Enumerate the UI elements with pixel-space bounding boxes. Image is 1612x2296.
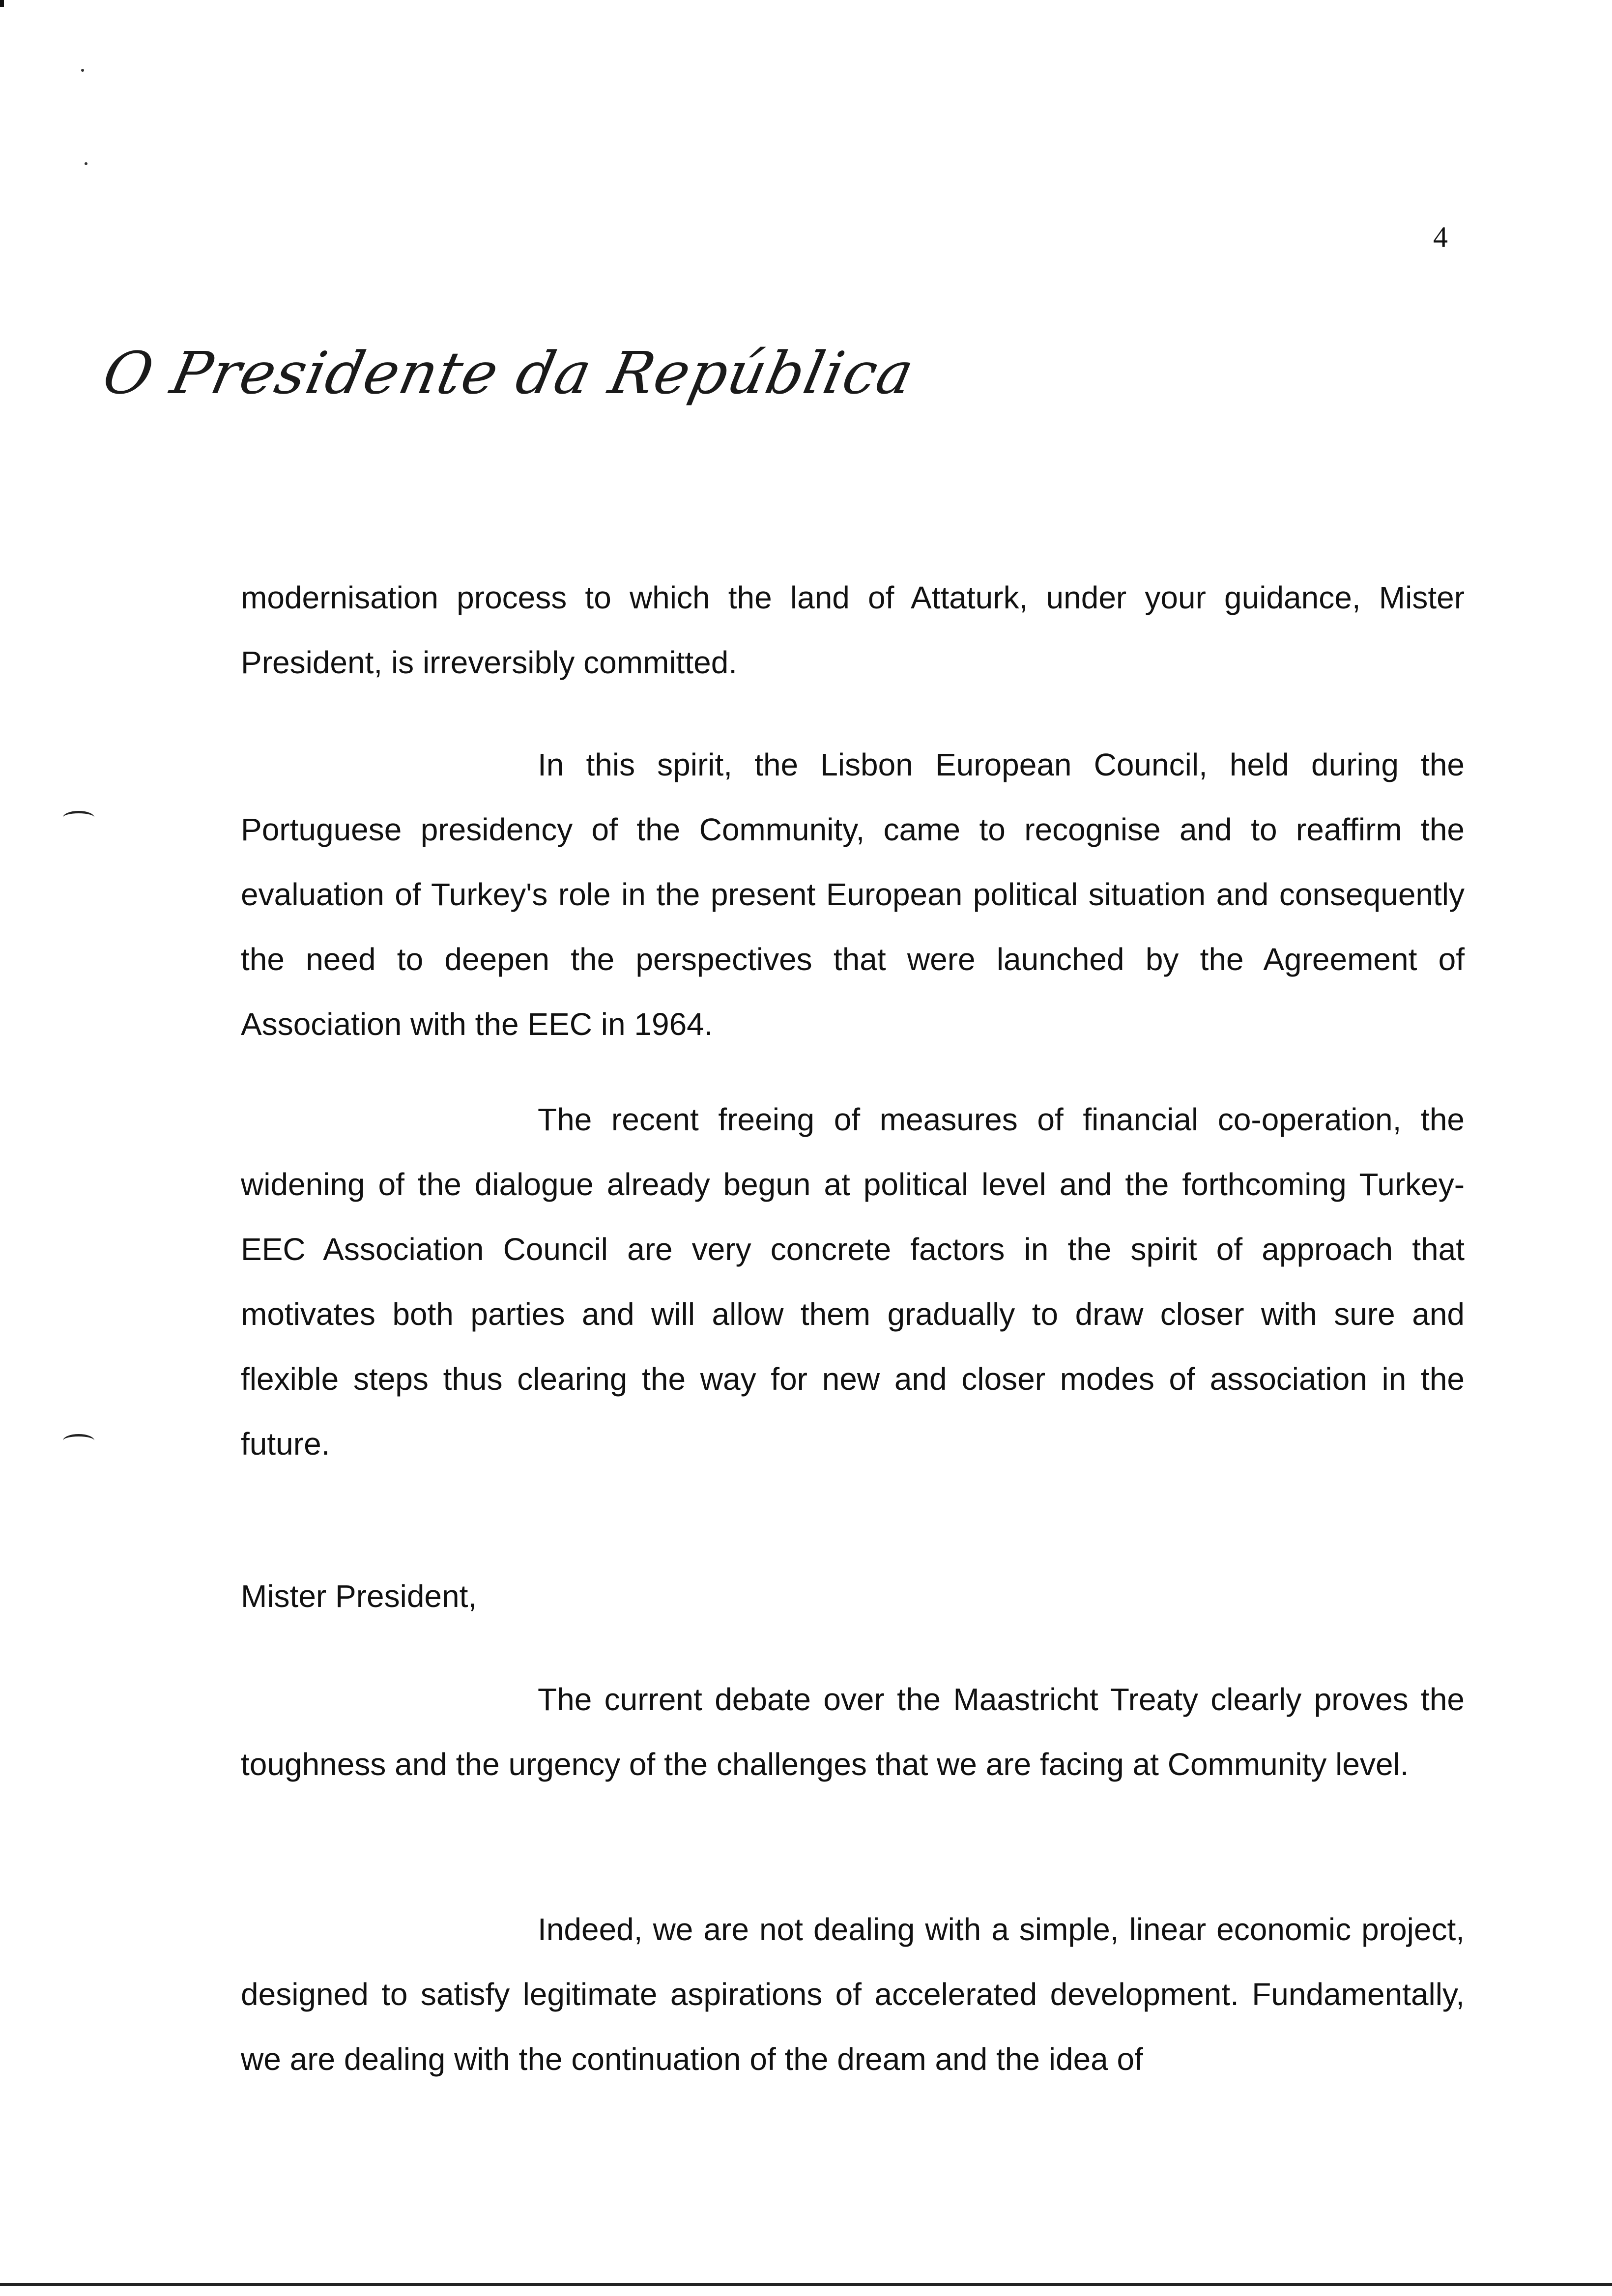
salutation-text: Mister President,	[241, 1578, 477, 1614]
paragraph-text: The recent freeing of measures of financial co-operation, the widening of the dialogue already begun at political level and the forthcoming Turkey-EEC Association Council are very concrete factors in the spirit of approach that motivates both parties and will allow them gradually to draw closer with sure and flexible steps thus clearing the way for new and closer modes of association in the future.	[241, 1102, 1465, 1462]
scan-corner-mark	[0, 0, 4, 7]
page-number: 4	[1433, 221, 1448, 253]
scan-bottom-edge	[0, 2283, 1612, 2286]
punch-hole-mark	[63, 1434, 94, 1447]
paragraph-text: Indeed, we are not dealing with a simple, linear economic project, designed to satisfy legitimate aspirations of accelerated development. Fundamentally, we are dealing with the continuation of the dream and the idea of	[241, 1912, 1465, 2077]
scan-speck	[81, 69, 84, 72]
paragraph-text: modernisation process to which the land of Attaturk, under your guidance, Mister President, is irreversibly committed.	[241, 580, 1465, 680]
paragraph-text: The current debate over the Maastricht Treaty clearly proves the toughness and the urgency of the challenges that we are facing at Community level.	[241, 1682, 1465, 1782]
punch-hole-mark	[63, 811, 94, 824]
paragraph-text: In this spirit, the Lisbon European Council, held during the Portuguese presidency of the Community, came to recognise and to reaffirm the evaluation of Turkey's role in the present European political situation and consequently the need to deepen the perspectives that were launched by the Agreement of Association with the EEC in 1964.	[241, 747, 1465, 1042]
scan-speck	[85, 162, 87, 165]
paragraph	[241, 732, 1465, 1057]
paragraph	[241, 1897, 1465, 2092]
paragraph	[241, 1667, 1465, 1797]
salutation	[241, 1564, 1465, 1629]
paragraph	[241, 565, 1465, 695]
letterhead-script: O Presidente da República	[97, 339, 921, 407]
paragraph	[241, 1087, 1465, 1476]
